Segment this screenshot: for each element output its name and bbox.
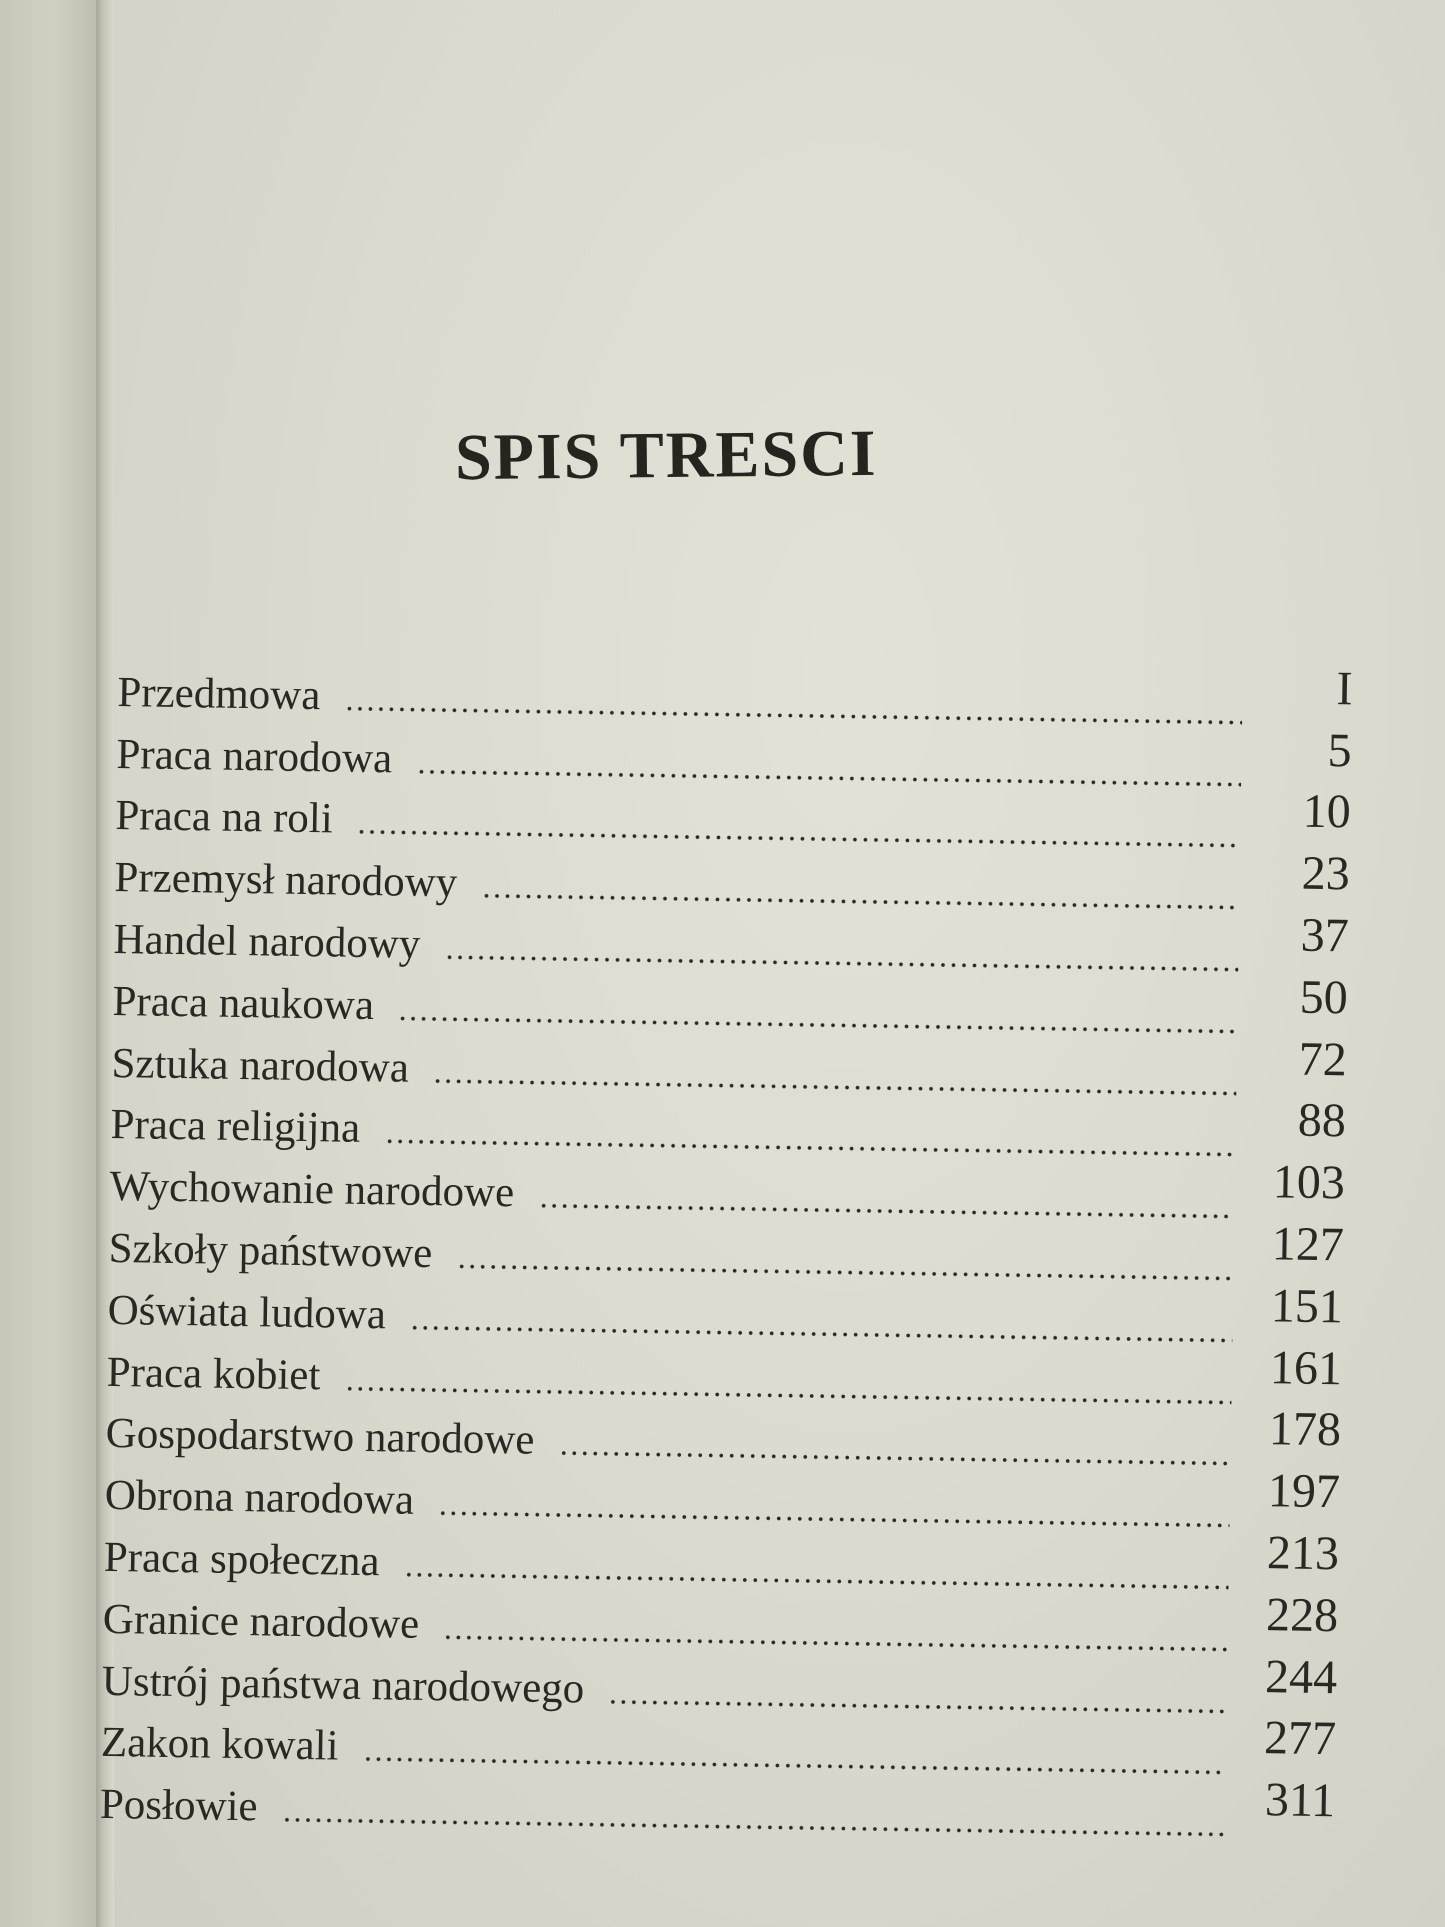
- toc-entry-title: Handel narodowy: [113, 915, 421, 968]
- toc-entry-title: Sztuka narodowa: [111, 1039, 410, 1092]
- toc-entry-title: Posłowie: [99, 1781, 258, 1831]
- left-page-edge: [0, 0, 96, 1927]
- toc-entry-title: Przemysł narodowy: [114, 854, 458, 907]
- toc-entry-page: 197: [1267, 1464, 1341, 1519]
- toc-entry-page: 151: [1270, 1278, 1344, 1334]
- toc-entry-page: 10: [1302, 785, 1352, 839]
- toc-entry-page: 244: [1264, 1649, 1338, 1704]
- toc-entry-title: Praca kobiet: [106, 1348, 321, 1399]
- toc-entry-title: Wychowanie narodowe: [109, 1163, 515, 1217]
- toc-entry-title: Praca naukowa: [112, 977, 375, 1029]
- toc-entry-page: 23: [1301, 846, 1351, 901]
- dot-leader: [438, 1510, 1230, 1528]
- dot-leader: [456, 1263, 1233, 1281]
- toc-entry-page: 50: [1299, 970, 1349, 1025]
- toc-entry-title: Obrona narodowa: [104, 1472, 415, 1524]
- dot-leader: [538, 1203, 1234, 1220]
- toc-entry-page: 37: [1300, 908, 1350, 963]
- toc-entry-page: 5: [1327, 723, 1353, 777]
- toc-entry-page: 277: [1263, 1711, 1337, 1766]
- toc-entry-title: Praca narodowa: [116, 730, 393, 782]
- toc-entry-title: Praca społeczna: [103, 1533, 380, 1586]
- toc-entry-page: 178: [1268, 1402, 1342, 1457]
- toc-entry-title: Praca religijna: [110, 1101, 361, 1153]
- toc-entry-page: 72: [1298, 1032, 1348, 1086]
- dot-leader: [608, 1698, 1227, 1714]
- toc-entry-title: Gospodarstwo narodowe: [105, 1410, 535, 1464]
- dot-leader: [444, 954, 1238, 972]
- toc-entry-title: Przedmowa: [117, 668, 321, 719]
- dot-leader: [433, 1078, 1237, 1097]
- table-of-contents: [100, 655, 1353, 1848]
- toc-entry-page: 311: [1264, 1773, 1336, 1828]
- toc-entry-title: Szkoły państwowe: [108, 1224, 433, 1277]
- toc-entry-title: Oświata ludowa: [107, 1286, 387, 1339]
- dot-leader: [443, 1634, 1228, 1652]
- toc-entry-page: 127: [1271, 1217, 1345, 1272]
- toc-entry-page: 103: [1272, 1155, 1346, 1210]
- toc-entry-page: 161: [1269, 1340, 1343, 1395]
- toc-entry-page: I: [1336, 661, 1354, 716]
- toc-entry-title: Zakon kowali: [100, 1719, 339, 1770]
- toc-entry-title: Granice narodowe: [102, 1595, 420, 1648]
- toc-entry-title: Ustrój państwa narodowego: [101, 1657, 585, 1712]
- toc-entry-title: Praca na roli: [115, 792, 334, 843]
- toc-entry-page: 228: [1265, 1587, 1339, 1643]
- toc-entry-page: 213: [1266, 1526, 1340, 1581]
- dot-leader: [558, 1450, 1230, 1467]
- dot-leader: [481, 893, 1239, 911]
- page-title: SPIS TRESCI: [454, 416, 878, 495]
- toc-entry-page: 88: [1297, 1093, 1347, 1148]
